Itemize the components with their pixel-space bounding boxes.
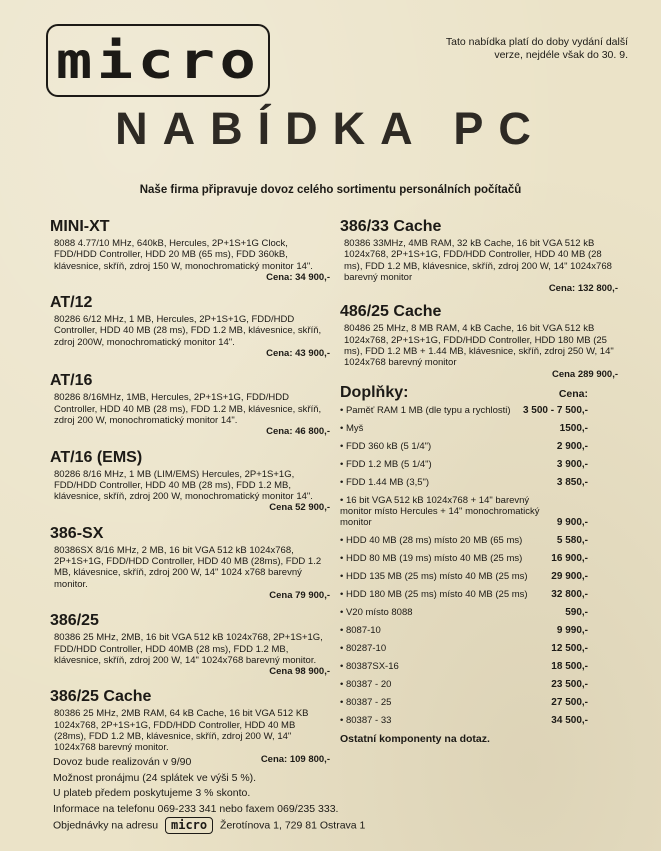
item-price: 34 500,- [551,714,588,726]
item-price: 9 900,- [556,516,588,528]
product-price: Cena: 34 900,- [266,271,330,283]
rental-note: Možnost pronájmu (24 splátek ve výši 5 %). [53,771,257,784]
product-at16 [50,371,330,437]
item-price: 29 900,- [551,570,588,582]
product-price: Cena: 132 800,- [548,283,618,295]
product-description: 8088 4.77/10 MHz, 640kB, Hercules, 2P+1S+1G Clock, FDD/HDD Controller, HDD 20 MB (65 ms), FDD 360kB, klávesnice, skříň, zdroj 150 W, monochromatický monitor 14". [54,238,313,272]
product-title: 386/25 [50,612,99,630]
other-components-note: Ostatní komponenty na dotaz. [340,732,490,745]
list-item [340,643,618,654]
list-item [340,625,618,636]
list-item [340,477,618,488]
product-description: 80486 25 MHz, 8 MB RAM, 4 kB Cache, 16 bit VGA 512 kB 1024x768, 2P+1S+1G, FDD/HDD Controller, HDD 180 MB (25 ms), FDD 1.2 MB + 1.44 MB, klávesnice, skříň, zdroj 250 W, 14" 1024x768 barevný monitor [344,323,614,369]
product-description: 80286 8/16MHz, 1MB, Hercules, 2P+1S+1G, FDD/HDD Controller, HDD 40 MB (28 ms), FDD 1.2 MB, klávesnice, skříň, zdroj 200 W, monochromatický monitor 14". [54,392,322,426]
item-price: 590,- [565,606,588,618]
item-name: • 80387SX-16 [340,661,551,672]
list-item [340,459,618,470]
item-name: • Myš [340,423,560,434]
validity-note: Tato nabídka platí do doby vydání další verze, nejdéle však do 30. 9. [445,36,628,61]
item-name: • V20 místo 8088 [340,607,565,618]
list-item [340,589,618,600]
product-title: AT/16 [50,372,93,390]
item-name: • FDD 1.2 MB (5 1/4") [340,459,557,470]
list-item [340,715,618,726]
product-386sx [50,524,330,601]
product-description: 80386 33MHz, 4MB RAM, 32 kB Cache, 16 bit VGA 512 kB 1024x768, 2P+1S+1G, FDD/HDD Controller, HDD 40 MB (28 ms), FDD 1.2 MB, klávesnice, skříň, zdroj 200 W, 14" 1024x768 barevný monitor [344,238,612,283]
list-item [340,495,618,528]
item-name: • 80387 - 20 [340,679,551,690]
product-description: 80286 8/16 MHz, 1 MB (LIM/EMS) Hercules, 2P+1S+1G, FDD/HDD Controller, HDD 40 MB (28 ms), FDD 1.2 MB, klávesnice, skříň, zdroj 200 W, monochromatický monitor 14". [54,468,313,503]
product-description: 80386 25 MHz, 2MB RAM, 64 kB Cache, 16 bit VGA 512 KB 1024x768, 2P+1S+1G, FDD/HDD Controller, HDD 40 MB (28ms), FDD 1.2 MB, klávesnice, skříň, zdroj 200 W, 14" 1024x768 barevný monitor. [54,708,309,754]
accessories-list [340,405,618,726]
product-386-33-cache [340,217,618,294]
order-address: Žerotínova 1, 729 81 Ostrava 1 [220,819,366,832]
list-item [340,441,618,452]
import-note: Dovoz bude realizován v 9/90 [53,756,192,768]
product-at12 [50,293,330,359]
item-name: • FDD 360 kB (5 1/4") [340,441,557,452]
product-price: Cena 289 900,- [551,368,618,380]
price-column-header: Cena: [558,387,588,400]
logo-text: micro [55,31,261,90]
item-name: • 80387 - 33 [340,715,551,726]
product-title: AT/16 (EMS) [50,448,143,466]
list-item [340,607,618,618]
product-price: Cena 52 900,- [269,502,330,514]
list-item [340,697,618,708]
product-386-25-cache [50,687,330,764]
page-title: NABÍDKA PC [115,103,546,154]
product-price: Cena 98 900,- [269,666,330,678]
item-price: 16 900,- [551,552,588,564]
item-price: 5 580,- [556,534,588,546]
item-name: • 80387 - 25 [340,697,551,708]
product-386-25 [50,611,330,677]
left-column [50,217,330,765]
item-price: 2 900,- [556,440,588,452]
list-item [340,661,618,672]
list-item [340,405,618,416]
intro-text: Naše firma připravuje dovoz celého sortimentu personálních počítačů [139,184,522,196]
product-title: 386/33 Cache [340,218,442,235]
order-address-line [53,817,613,834]
item-name: • HDD 135 MB (25 ms) místo 40 MB (25 ms) [340,571,551,582]
product-description: 80386SX 8/16 MHz, 2 MB, 16 bit VGA 512 kB 1024x768, 2P+1S+1G, FDD/HDD Controller, HDD 40 MB (28ms), FDD 1.2 MB, klávesnice, skříň, zdroj 200 W, 14" 1024 x768 barevný monitor. [54,544,322,590]
item-name: • Paměť RAM 1 MB (dle typu a rychlosti) [340,405,523,416]
product-price: Cena: 43 900,- [266,348,330,360]
micro-mini-logo: micro [165,817,213,834]
product-price: Cena: 109 800,- [260,753,330,765]
item-name: • 16 bit VGA 512 kB 1024x768 + 14" barevný monitor místo Hercules + 14" monochromatický monitor [340,495,557,528]
product-description: 80386 25 MHz, 2MB, 16 bit VGA 512 kB 1024x768, 2P+1S+1G, FDD/HDD Controller, HDD 40MB (28 ms), FDD 1.2 MB, klávesnice, skříň, zdroj 200 W, 14" 1024x768 barevný monitor. [54,632,323,666]
product-title: AT/12 [50,294,93,312]
product-title: 386-SX [50,524,104,542]
item-price: 18 500,- [551,660,588,672]
product-title: 486/25 Cache [340,303,442,321]
item-name: • HDD 40 MB (28 ms) místo 20 MB (65 ms) [340,535,557,546]
item-name: • FDD 1.44 MB (3,5") [340,477,557,488]
product-description: 80286 6/12 MHz, 1 MB, Hercules, 2P+1S+1G, FDD/HDD Controller, HDD 40 MB (28 ms), FDD 1.2 MB, klávesnice, skříň, zdroj 200W, monochromatický monitor 14". [54,314,322,348]
product-price: Cena: 46 800,- [266,426,330,438]
product-mini-xt [50,217,330,283]
list-item [340,423,618,434]
list-item [340,553,618,564]
item-name: • 8087-10 [340,625,557,636]
item-price: 9 990,- [556,624,588,636]
item-price: 23 500,- [551,678,588,690]
footer [53,755,613,834]
item-price: 3 850,- [556,476,588,488]
item-price: 27 500,- [551,696,588,708]
accessories-header [340,384,618,402]
list-item [340,571,618,582]
item-price: 3 900,- [556,458,588,470]
item-price: 12 500,- [551,642,588,654]
contact-note: Informace na telefonu 069-233 341 nebo faxem 069/235 333. [53,802,339,815]
product-price: Cena 79 900,- [269,589,330,601]
product-title: MINI-XT [50,218,110,235]
micro-logo [46,24,270,97]
accessories-title: Doplňky: [340,383,409,401]
item-price: 1500,- [559,422,588,434]
item-name: • HDD 180 MB (25 ms) místo 40 MB (25 ms) [340,589,551,600]
order-prefix: Objednávky na adresu [53,819,159,832]
item-name: • 80287-10 [340,643,551,654]
product-486-25-cache [340,302,618,379]
item-price: 3 500 - 7 500,- [522,404,588,416]
list-item [340,679,618,690]
product-title: 386/25 Cache [50,688,152,706]
right-column [340,217,618,745]
list-item [340,535,618,546]
item-name: • HDD 80 MB (19 ms) místo 40 MB (25 ms) [340,553,551,564]
discount-note: U plateb předem poskytujeme 3 % skonto. [53,787,251,799]
product-at16-ems [50,448,330,514]
item-price: 32 800,- [551,588,588,600]
